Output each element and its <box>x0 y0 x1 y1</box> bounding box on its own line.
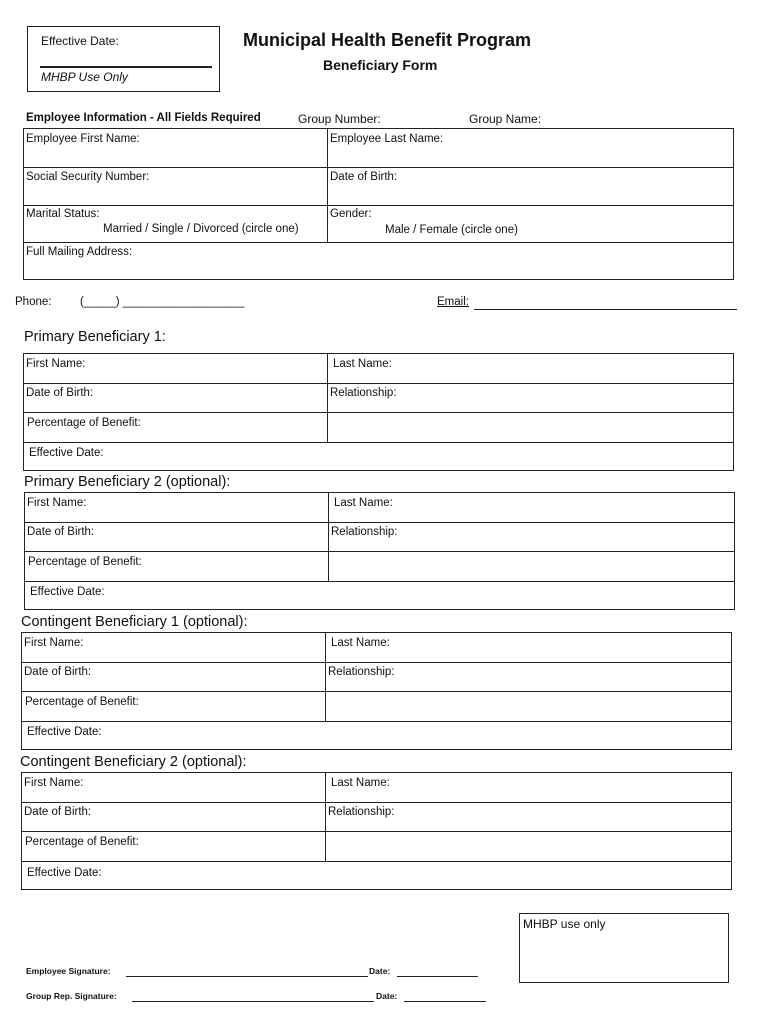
last-name-field[interactable]: Last Name: <box>331 777 390 789</box>
phone-field[interactable]: (_____) ___________________ <box>80 296 245 308</box>
row-divider <box>22 691 731 692</box>
row-divider <box>25 551 734 552</box>
relationship-field[interactable]: Relationship: <box>331 526 398 538</box>
effective-date-line <box>40 66 212 68</box>
contingent-beneficiary-1-heading: Contingent Beneficiary 1 (optional): <box>21 614 248 630</box>
effective-date-field[interactable]: Effective Date: <box>27 726 102 738</box>
mhbp-use-only-label: MHBP Use Only <box>41 70 128 84</box>
group-rep-signature-label: Group Rep. Signature: <box>26 991 117 1001</box>
employee-info-table <box>23 128 734 280</box>
employee-date-label: Date: <box>369 966 391 976</box>
ssn-field[interactable]: Social Security Number: <box>26 171 150 183</box>
percentage-field[interactable]: Percentage of Benefit: <box>25 696 139 708</box>
employee-date-line[interactable] <box>397 976 478 977</box>
row-divider <box>24 383 733 384</box>
employee-signature-line[interactable] <box>126 976 368 977</box>
employee-section-label: Employee Information - All Fields Required <box>26 112 261 124</box>
dob-field[interactable]: Date of Birth: <box>24 666 92 678</box>
row-divider <box>24 205 733 206</box>
row-divider <box>24 242 733 243</box>
employee-signature-label: Employee Signature: <box>26 966 111 976</box>
effective-date-field[interactable]: Effective Date: <box>29 447 104 459</box>
dob-field[interactable]: Date of Birth: <box>24 806 92 818</box>
col-divider <box>327 129 328 242</box>
group-rep-date-line[interactable] <box>404 1001 486 1002</box>
group-rep-signature-line[interactable] <box>132 1001 374 1002</box>
row-divider <box>24 442 733 443</box>
row-divider <box>24 167 733 168</box>
group-number-label: Group Number: <box>298 112 381 126</box>
relationship-field[interactable]: Relationship: <box>328 806 395 818</box>
employee-last-name-field[interactable]: Employee Last Name: <box>330 133 444 145</box>
row-divider <box>25 522 734 523</box>
employee-dob-field[interactable]: Date of Birth: <box>330 171 398 183</box>
relationship-field[interactable]: Relationship: <box>328 666 395 678</box>
group-name-label: Group Name: <box>469 112 542 126</box>
primary-beneficiary-1-heading: Primary Beneficiary 1: <box>24 329 166 345</box>
last-name-field[interactable]: Last Name: <box>331 637 390 649</box>
row-divider <box>22 662 731 663</box>
email-field[interactable] <box>474 309 737 310</box>
gender-options[interactable]: Male / Female (circle one) <box>385 224 518 236</box>
first-name-field[interactable]: First Name: <box>24 637 84 649</box>
col-divider <box>328 493 329 581</box>
first-name-field[interactable]: First Name: <box>27 497 87 509</box>
effective-date-field[interactable]: Effective Date: <box>27 867 102 879</box>
row-divider <box>22 802 731 803</box>
last-name-field[interactable]: Last Name: <box>333 358 392 370</box>
first-name-field[interactable]: First Name: <box>24 777 84 789</box>
page-title: Municipal Health Benefit Program <box>243 30 532 50</box>
col-divider <box>325 773 326 861</box>
primary-beneficiary-2-table <box>24 492 735 610</box>
group-rep-date-label: Date: <box>376 991 398 1001</box>
col-divider <box>327 354 328 442</box>
contingent-beneficiary-2-table <box>21 772 732 890</box>
dob-field[interactable]: Date of Birth: <box>27 526 95 538</box>
marital-status-field[interactable]: Marital Status: <box>26 208 100 220</box>
primary-beneficiary-1-table <box>23 353 734 471</box>
dob-field[interactable]: Date of Birth: <box>26 387 94 399</box>
mhbp-use-only-footer-label: MHBP use only <box>523 917 606 931</box>
employee-first-name-field[interactable]: Employee First Name: <box>26 133 140 145</box>
mailing-address-field[interactable]: Full Mailing Address: <box>26 246 133 258</box>
row-divider <box>22 831 731 832</box>
row-divider <box>22 721 731 722</box>
marital-status-options[interactable]: Married / Single / Divorced (circle one) <box>103 223 299 235</box>
contingent-beneficiary-2-heading: Contingent Beneficiary 2 (optional): <box>20 754 247 770</box>
mhbp-use-only-box-bottom <box>519 913 729 983</box>
email-label: Email: <box>437 296 469 308</box>
percentage-field[interactable]: Percentage of Benefit: <box>27 417 141 429</box>
contingent-beneficiary-1-table <box>21 632 732 750</box>
gender-field[interactable]: Gender: <box>330 208 372 220</box>
percentage-field[interactable]: Percentage of Benefit: <box>25 836 139 848</box>
primary-beneficiary-2-heading: Primary Beneficiary 2 (optional): <box>24 474 231 490</box>
mhbp-use-only-box-top <box>27 26 220 92</box>
phone-label: Phone: <box>15 296 52 308</box>
first-name-field[interactable]: First Name: <box>26 358 86 370</box>
effective-date-label: Effective Date: <box>41 34 119 48</box>
last-name-field[interactable]: Last Name: <box>334 497 393 509</box>
effective-date-field[interactable]: Effective Date: <box>30 586 105 598</box>
relationship-field[interactable]: Relationship: <box>330 387 397 399</box>
page-subtitle: Beneficiary Form <box>323 57 438 73</box>
col-divider <box>325 633 326 721</box>
row-divider <box>25 581 734 582</box>
percentage-field[interactable]: Percentage of Benefit: <box>28 556 142 568</box>
row-divider <box>24 412 733 413</box>
row-divider <box>22 861 731 862</box>
